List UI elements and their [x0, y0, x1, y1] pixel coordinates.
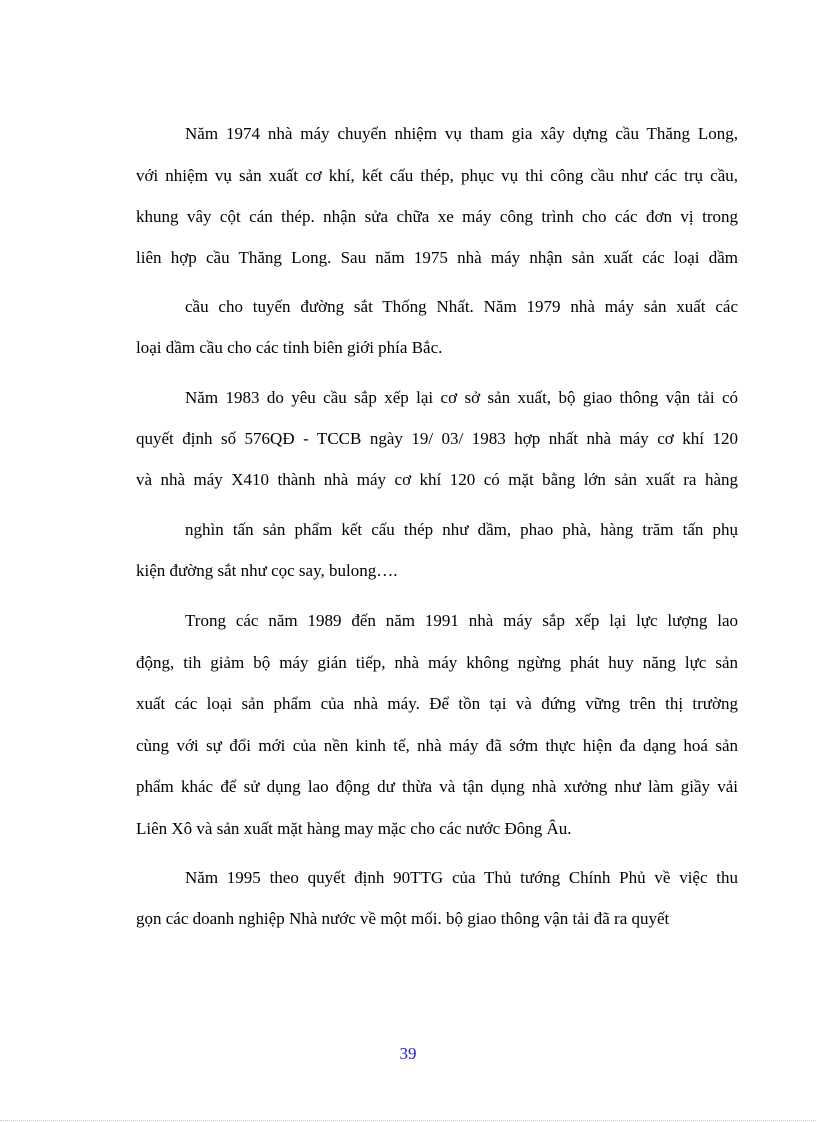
paragraph-1-line-6: loại dầm cầu cho các tỉnh biên giới phía Bắc.	[136, 338, 443, 357]
paragraph-1-line-1: Năm 1974 nhà máy chuyển nhiệm vụ tham gia xây dựng cầu Thăng Long,	[185, 124, 738, 143]
paragraph-3-line-6: Liên Xô và sản xuất mặt hàng may mặc cho các nước Đông Âu.	[136, 819, 572, 838]
paragraph-2-line-3: và nhà máy X410 thành nhà máy cơ khí 120 có mặt bằng lớn sản xuất ra hàng	[136, 470, 738, 489]
paragraph-1-line-4: liên hợp cầu Thăng Long. Sau năm 1975 nhà máy nhận sản xuất các loại dầm	[136, 248, 738, 267]
paragraph-3-line-2: động, tih giảm bộ máy gián tiếp, nhà máy không ngừng phát huy năng lực sản	[136, 653, 738, 672]
page-number: 39	[399, 1044, 417, 1063]
paragraph-3-line-5: phẩm khác để sử dụng lao động dư thừa và tận dụng nhà xưởng như làm giầy vải	[136, 777, 738, 796]
paragraph-2-line-2: quyết định số 576QĐ - TCCB ngày 19/ 03/ 1983 hợp nhất nhà máy cơ khí 120	[136, 429, 738, 448]
paragraph-1-line-5: cầu cho tuyến đường sắt Thống Nhất. Năm 1979 nhà máy sản xuất các	[185, 297, 738, 316]
paragraph-3-line-3: xuất các loại sản phẩm của nhà máy. Để tồn tại và đứng vững trên thị trường	[136, 694, 738, 713]
paragraph-3-line-1: Trong các năm 1989 đến năm 1991 nhà máy sắp xếp lại lực lượng lao	[185, 611, 738, 630]
paragraph-2-line-4: nghìn tấn sản phẩm kết cấu thép như dầm, phao phà, hàng trăm tấn phụ	[185, 520, 738, 539]
paragraph-2-line-5: kiện đường sắt như cọc say, bulong….	[136, 561, 398, 580]
paragraph-4-line-1: Năm 1995 theo quyết định 90TTG của Thủ tướng Chính Phủ về việc thu	[185, 868, 738, 887]
paragraph-1-line-3: khung vây cột cán thép. nhận sửa chữa xe máy công trình cho các đơn vị trong	[136, 207, 738, 226]
paragraph-3-line-4: cùng với sự đổi mới của nền kinh tế, nhà máy đã sớm thực hiện đa dạng hoá sản	[136, 736, 738, 755]
paragraph-4-line-2: gọn các doanh nghiệp Nhà nước về một mối. bộ giao thông vận tải đã ra quyết	[136, 909, 670, 928]
footer-divider	[0, 1120, 816, 1121]
paragraph-2-line-1: Năm 1983 do yêu cầu sắp xếp lại cơ sở sản xuất, bộ giao thông vận tải có	[185, 388, 738, 407]
paragraph-1-line-2: với nhiệm vụ sản xuất cơ khí, kết cấu thép, phục vụ thi công cầu như các trụ cầu,	[136, 166, 738, 185]
